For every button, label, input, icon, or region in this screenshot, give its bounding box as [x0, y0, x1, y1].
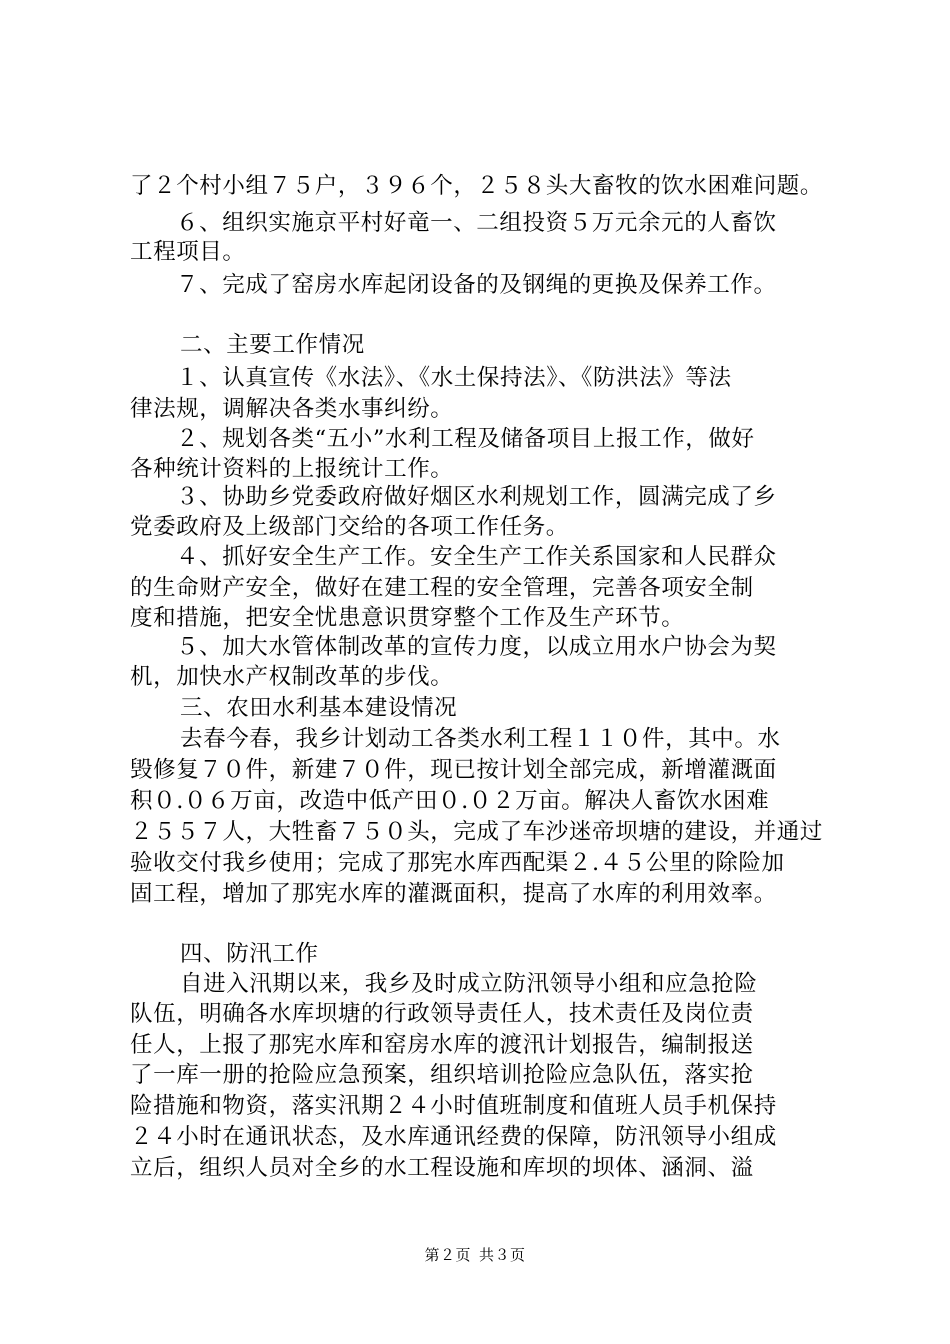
- text-line: 验收交付我乡使用；完成了那宪水库西配渠２.４５公里的除险加: [130, 850, 785, 876]
- text-line: ３、协助乡党委政府做好烟区水利规划工作，圆满完成了乡: [176, 484, 777, 510]
- section-heading: 四、防汛工作: [180, 941, 319, 967]
- text-line: 了２个村小组７５户，３９６个，２５８头大畜牧的饮水困难问题。: [130, 173, 824, 199]
- text-line: 毁修复７０件，新建７０件，现已按计划全部完成，新增灌溉面: [130, 757, 777, 783]
- text-line: ４、抓好安全生产工作。安全生产工作关系国家和人民群众: [176, 544, 777, 570]
- section-heading: 三、农田水利基本建设情况: [180, 695, 458, 721]
- text-line: 任人，上报了那宪水库和窑房水库的渡汛计划报告，编制报送: [130, 1032, 754, 1058]
- text-line: 险措施和物资，落实汛期２４小时值班制度和值班人员手机保持: [130, 1093, 777, 1119]
- text-line: ７、完成了窑房水库起闭设备的及钢绳的更换及保养工作。: [176, 272, 777, 298]
- text-line: 立后，组织人员对全乡的水工程设施和库坝的坝体、涵洞、溢: [130, 1155, 754, 1181]
- text-line: ２５５７人，大牲畜７５０头，完成了车沙迷帝坝塘的建设，并通过: [130, 819, 824, 845]
- page-footer: [0, 1245, 950, 1265]
- text-line: 工程项目。: [130, 239, 246, 265]
- section-heading: 二、主要工作情况: [180, 332, 365, 358]
- text-line: 固工程，增加了那宪水库的灌溉面积，提高了水库的利用效率。: [130, 881, 777, 907]
- text-line: 党委政府及上级部门交给的各项工作任务。: [130, 514, 569, 540]
- text-line: 积０.０６万亩，改造中低产田０.０２万亩。解决人畜饮水困难: [130, 788, 770, 814]
- text-line: 了一库一册的抢险应急预案，组织培训抢险应急队伍，落实抢: [130, 1062, 754, 1088]
- text-line: 自进入汛期以来，我乡及时成立防汛领导小组和应急抢险: [180, 971, 758, 997]
- text-line: 各种统计资料的上报统计工作。: [130, 456, 454, 482]
- page-total: 共３页: [479, 1246, 526, 1264]
- text-line: 律法规，调解决各类水事纠纷。: [130, 396, 454, 422]
- text-line: ２、规划各类“五小”水利工程及储备项目上报工作，做好: [176, 426, 755, 452]
- text-line: ５、加大水管体制改革的宣传力度，以成立用水户协会为契: [176, 634, 777, 660]
- text-line: 度和措施，把安全忧患意识贯穿整个工作及生产环节。: [130, 605, 685, 631]
- text-line: 去春今春，我乡计划动工各类水利工程１１０件，其中。水: [180, 726, 781, 752]
- text-line: ２４小时在通讯状态，及水库通讯经费的保障，防汛领导小组成: [130, 1124, 777, 1150]
- page-number: 第２页: [424, 1246, 471, 1264]
- text-line: 的生命财产安全，做好在建工程的安全管理，完善各项安全制: [130, 575, 754, 601]
- text-line: 机，加快水产权制改革的步伐。: [130, 664, 454, 690]
- text-line: １、认真宣传《水法》、《水土保持法》、《防洪法》等法: [176, 365, 732, 391]
- text-line: 队伍，明确各水库坝塘的行政领导责任人，技术责任及岗位责: [130, 1001, 754, 1027]
- text-line: ６、组织实施京平村好竜一、二组投资５万元余元的人畜饮: [176, 210, 777, 236]
